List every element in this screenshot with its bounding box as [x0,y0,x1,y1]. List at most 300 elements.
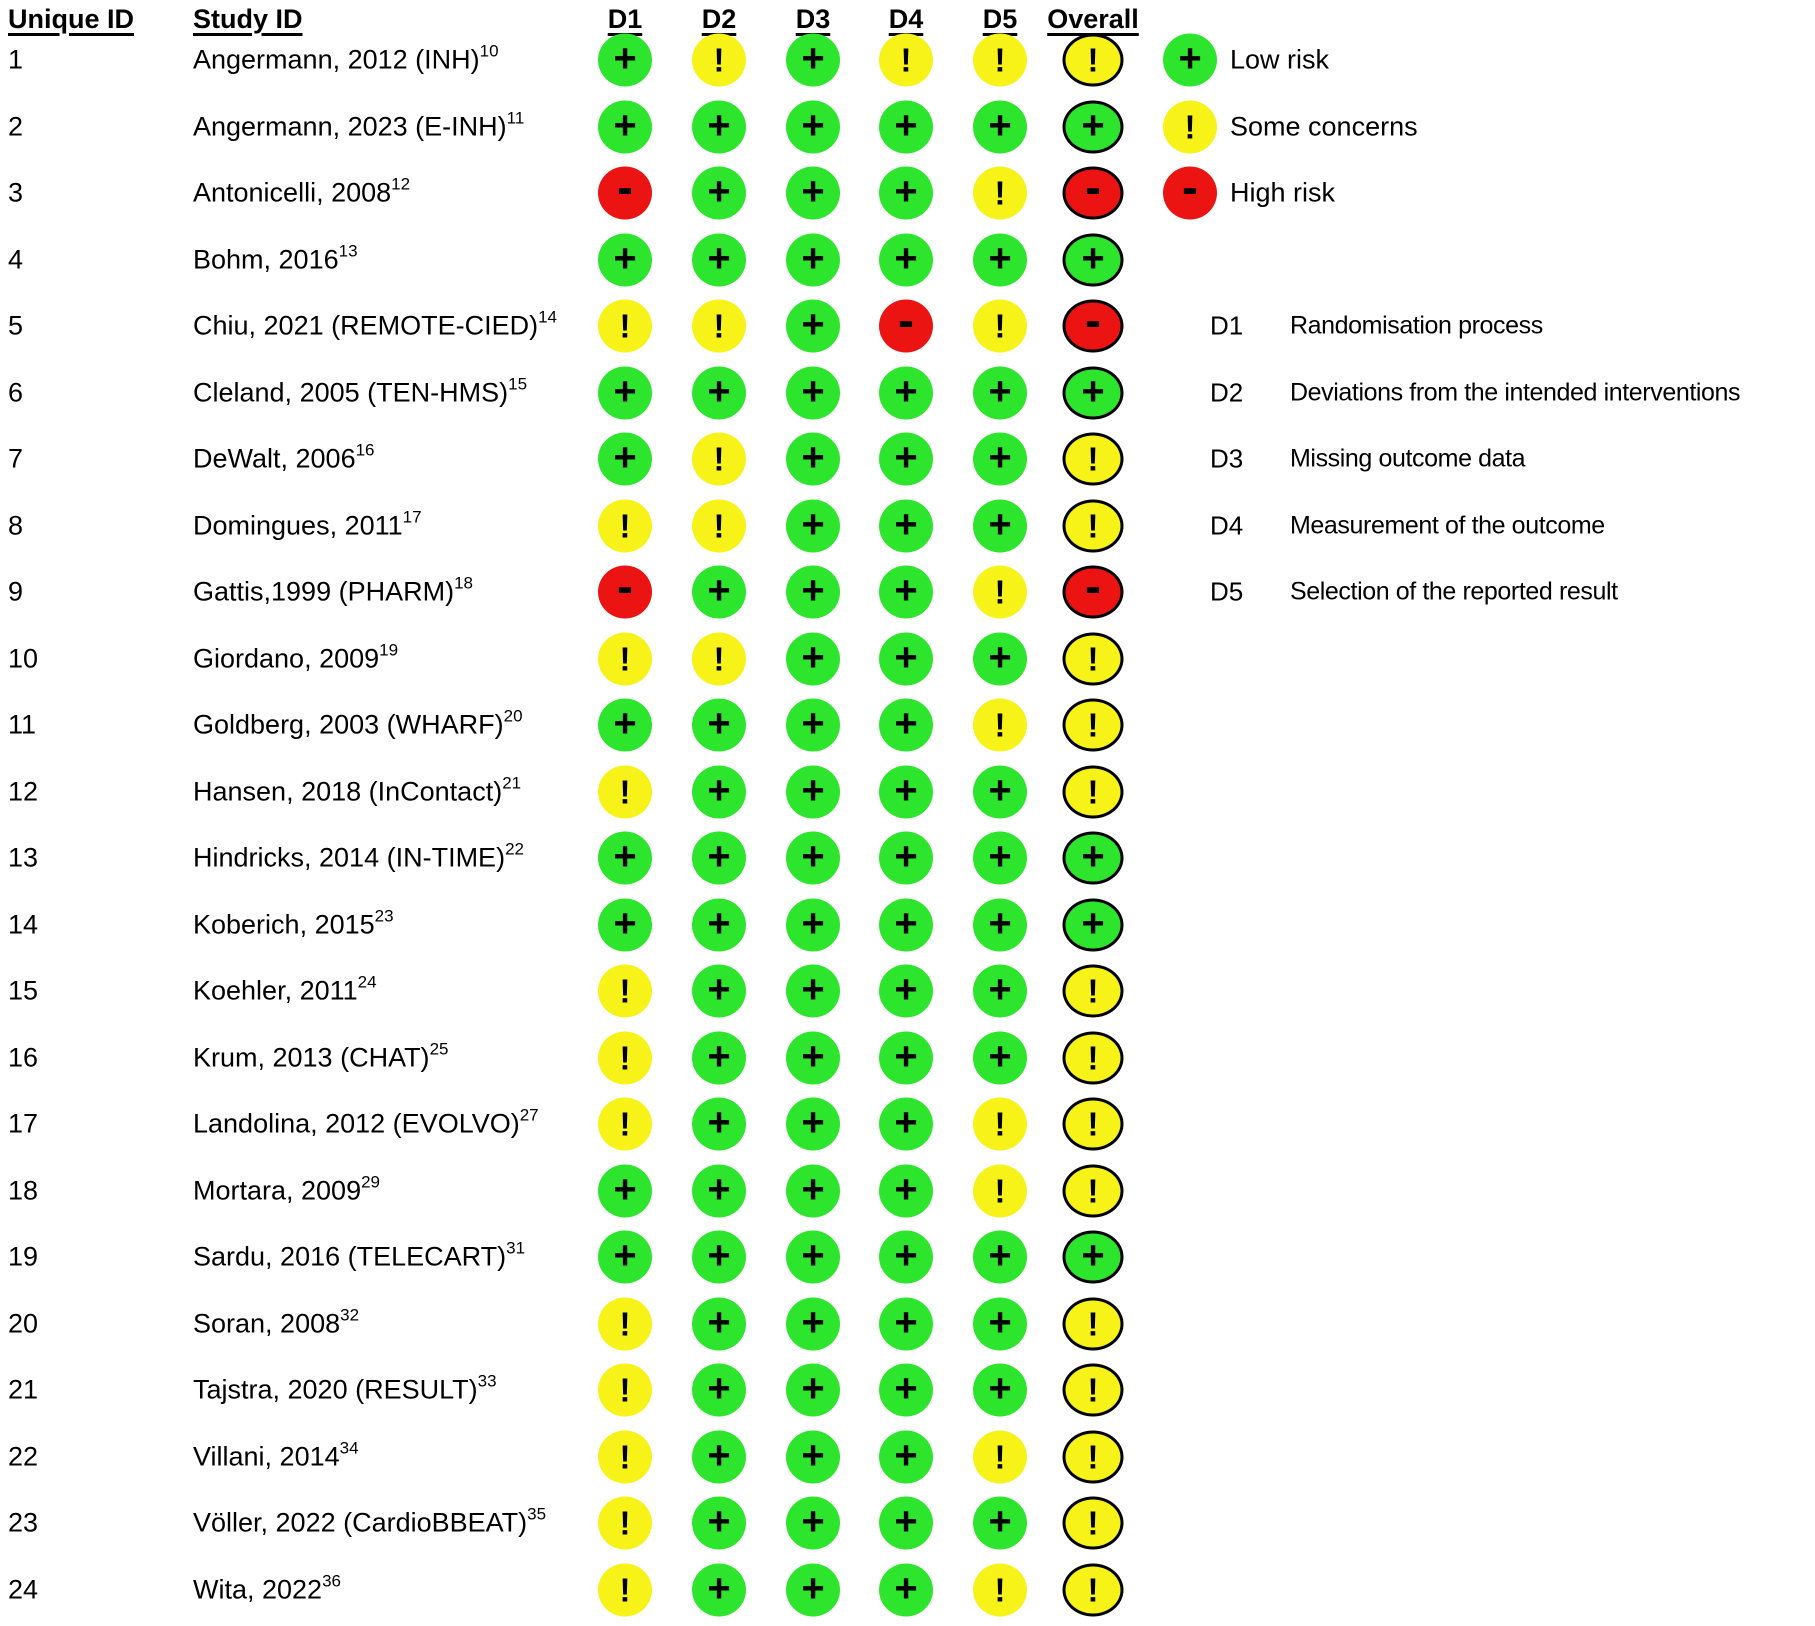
plus-icon: + [707,568,731,613]
study-id-cell: Wita, 2022$^{36}$ [193,1571,341,1604]
plus-icon: + [801,1566,825,1610]
judgement-overall-circle-some [1063,1364,1124,1417]
judgement-d1-circle-some [598,1098,652,1151]
minus-icon: - [1182,161,1198,214]
plus-icon: + [707,369,731,413]
reference-superscript: 27 [519,1105,539,1125]
plus-icon: + [988,1300,1012,1344]
study-id-cell: Krum, 2013 (CHAT)$^{25}$ [193,1039,449,1072]
legend-circle-high [1163,161,1217,220]
exclamation-icon: ! [1087,1305,1099,1342]
judgement-d4-circle-low [879,632,933,685]
judgement-d1-circle-some [598,965,652,1018]
study-id-cell: Hansen, 2018 (InContact)$^{21}$ [193,773,522,806]
domain-code: D4 [1210,510,1244,540]
judgement-d1-circle-low [598,699,652,752]
unique-id-cell: 8 [8,510,24,540]
plus-icon: + [894,1233,918,1278]
study-id-cell: Koehler, 2011$^{24}$ [193,972,377,1006]
exclamation-icon: ! [713,507,725,544]
exclamation-icon: ! [619,1438,631,1475]
exclamation-icon: ! [619,640,631,677]
exclamation-icon: ! [713,41,725,79]
judgement-d1-circle-some [598,1364,652,1417]
reference-superscript: 15 [508,374,528,393]
legend-circle-some [1163,100,1217,153]
legend-label: Some concerns [1230,111,1418,141]
judgement-d1-circle-some [598,1430,652,1483]
exclamation-icon: ! [619,773,631,810]
judgement-d5-circle-low [973,1364,1027,1417]
plus-icon: + [894,768,918,812]
judgement-d2-circle-low [692,1430,746,1483]
judgement-d4-circle-low [879,965,933,1018]
plus-icon: + [613,435,637,480]
table-row [0,1357,1815,1423]
judgement-d1-circle-low [598,832,652,885]
exclamation-icon: ! [619,1105,631,1143]
judgement-overall-circle-some [1063,1297,1124,1350]
judgement-d3-circle-low [786,632,840,685]
judgement-d1-circle-low [598,898,652,951]
plus-icon: + [988,236,1012,280]
unique-id-cell: 15 [8,975,39,1006]
reference-superscript: 36 [322,1571,341,1590]
domain-code: D1 [1210,310,1244,341]
judgement-d4-circle-low [879,1164,933,1217]
plus-icon: + [894,1300,918,1344]
study-id-cell: Bohm, 2016$^{13}$ [193,241,358,274]
judgement-d3-circle-low [786,1231,840,1284]
plus-icon: + [988,1233,1012,1278]
plus-icon: + [801,1499,825,1544]
judgement-d1-circle-low [598,1231,652,1284]
reference-superscript: 11 [506,108,525,127]
judgement-d4-circle-low [879,1430,933,1483]
reference-superscript: 13 [338,241,358,260]
judgement-d2-circle-low [692,1297,746,1350]
plus-icon: + [801,834,825,879]
plus-icon: + [801,169,825,214]
exclamation-icon: ! [713,640,725,677]
unique-id-cell: 17 [8,1108,39,1139]
exclamation-icon: ! [619,1371,631,1409]
judgement-d1-circle-some [598,1563,652,1616]
judgement-overall-circle-low [1063,832,1124,885]
judgement-d3-circle-low [786,1497,840,1550]
plus-icon: + [894,635,918,679]
judgement-d4-circle-low [879,233,933,286]
plus-icon: + [801,967,825,1012]
plus-icon: + [988,1499,1012,1544]
minus-icon: - [1085,560,1101,613]
domain-description: Measurement of the outcome [1290,511,1605,539]
plus-icon: + [613,1167,637,1211]
judgement-d5-circle-low [973,1297,1027,1350]
study-id-cell: Sardu, 2016 (TELECART)$^{31}$ [193,1238,526,1272]
plus-icon: + [988,369,1012,413]
plus-icon: + [801,1034,825,1078]
plus-icon: + [894,1366,918,1411]
judgement-d5-circle-some [973,699,1027,752]
unique-id-cell: 14 [8,909,39,939]
plus-icon: + [801,568,825,613]
judgement-d4-circle-low [879,699,933,752]
judgement-overall-circle-some [1063,1563,1124,1616]
judgement-d4-circle-low [879,1098,933,1151]
plus-icon: + [707,1433,731,1477]
judgement-d2-circle-some [692,632,746,685]
unique-id-cell: 10 [8,643,39,673]
plus-icon: + [894,1433,918,1477]
exclamation-icon: ! [1087,773,1099,810]
table-row [0,825,1815,891]
study-id-cell: Soran, 2008$^{32}$ [193,1305,360,1338]
plus-icon: + [613,103,637,147]
table-row [0,1025,1815,1091]
column-header-d3: D3 [795,4,831,34]
exclamation-icon: ! [619,507,631,544]
plus-icon: + [1081,103,1105,147]
plus-icon: + [801,302,825,347]
study-id-cell: Cleland, 2005 $(TEN-HMS)^{15}$ [193,374,528,407]
plus-icon: + [613,834,637,879]
judgement-d1-circle-some [598,1497,652,1550]
plus-icon: + [988,435,1012,480]
judgement-overall-circle-low [1063,1231,1124,1284]
judgement-d1-circle-some [598,1297,652,1350]
plus-icon: + [1081,369,1105,413]
exclamation-icon: ! [994,1172,1006,1209]
judgement-overall-circle-some [1063,1031,1124,1084]
judgement-d5-circle-some [973,1164,1027,1217]
plus-icon: + [613,36,637,81]
judgement-d5-circle-low [973,898,1027,951]
unique-id-cell: 18 [8,1175,39,1205]
reference-superscript: 18 [454,573,473,593]
table-row [0,1291,1815,1357]
exclamation-icon: ! [994,1438,1006,1475]
study-id-cell: Gattis,1999 (PHARM)$^{18}$ [193,573,473,607]
judgement-d1-circle-some [598,765,652,818]
plus-icon: + [988,834,1012,879]
judgement-d3-circle-low [786,1098,840,1151]
judgement-d4-circle-low [879,832,933,885]
judgement-d5-circle-low [973,1497,1027,1550]
judgement-d5-circle-some [973,1430,1027,1483]
exclamation-icon: ! [619,1305,631,1342]
table-row [0,1158,1815,1224]
plus-icon: + [707,169,731,214]
study-id-cell: Landolina, 2012 (EVOLVO)$^{27}$ [193,1105,539,1139]
unique-id-cell: 21 [8,1374,39,1405]
study-id-cell: Goldberg, 2003 (WHARF)$^{20}$ [193,706,523,740]
judgement-d3-circle-low [786,1031,840,1084]
plus-icon: + [801,369,825,413]
judgement-overall-circle-some [1063,632,1124,685]
reference-superscript: 29 [361,1172,381,1191]
reference-superscript: 19 [379,640,399,659]
column-header-d5: D5 [982,4,1018,34]
table-row [0,1224,1815,1290]
plus-icon: + [707,1566,731,1610]
domain-description: Selection of the reported result [1290,577,1618,606]
reference-superscript: 16 [355,440,375,460]
plus-icon: + [894,369,918,413]
exclamation-icon: ! [994,1571,1006,1608]
table-row [0,759,1815,825]
minus-icon: - [617,161,633,214]
judgement-d2-circle-low [692,233,746,286]
exclamation-icon: ! [1087,1105,1099,1143]
study-id-cell: Völler, 2022 (CardioBBEAT)$^{35}$ [193,1504,547,1538]
reference-superscript: 17 [402,507,422,526]
plus-icon: + [801,435,825,480]
judgement-d5-circle-some [973,1563,1027,1616]
judgement-d3-circle-low [786,832,840,885]
table-row [0,1424,1815,1490]
judgement-d1-circle-some [598,1031,652,1084]
judgement-d2-circle-low [692,699,746,752]
plus-icon: + [988,901,1012,945]
plus-icon: + [894,701,918,746]
plus-icon: + [801,502,825,546]
judgement-d4-circle-low [879,898,933,951]
judgement-d1-circle-low [598,1164,652,1217]
plus-icon: + [801,1433,825,1477]
plus-icon: + [801,768,825,812]
judgement-d4-circle-low [879,1364,933,1417]
exclamation-icon: ! [1087,1438,1099,1475]
reference-superscript: 21 [502,773,522,792]
domain-code: D2 [1210,377,1244,407]
judgement-d4-circle-low [879,1031,933,1084]
domain-description: Missing outcome data [1290,444,1526,473]
unique-id-cell: 2 [8,111,24,141]
unique-id-cell: 5 [8,310,24,341]
plus-icon: + [801,236,825,280]
judgement-d2-circle-low [692,1164,746,1217]
judgement-overall-circle-some [1063,1430,1124,1483]
exclamation-icon: ! [1087,507,1099,544]
table-row [0,227,1815,293]
plus-icon: + [801,1100,825,1145]
unique-id-cell: 6 [8,377,24,407]
judgement-overall-circle-low [1063,898,1124,951]
plus-icon: + [894,435,918,480]
exclamation-icon: ! [619,1571,631,1608]
exclamation-icon: ! [1087,1172,1099,1209]
study-id-cell: Mortara, 2009$^{29}$ [193,1172,381,1205]
plus-icon: + [801,701,825,746]
judgement-d4-circle-low [879,1297,933,1350]
plus-icon: + [988,502,1012,546]
exclamation-icon: ! [994,1105,1006,1143]
column-header-d4: D4 [888,4,924,34]
exclamation-icon: ! [1087,1371,1099,1409]
judgement-d2-circle-low [692,1364,746,1417]
judgement-d3-circle-low [786,1563,840,1616]
domain-key-item [0,493,1815,559]
study-id-cell: Hindricks, 2014 (IN-TIME)$^{22}$ [193,839,524,873]
plus-icon: + [894,1034,918,1078]
legend-item [0,160,1815,226]
plus-icon: + [894,967,918,1012]
table-row [0,1557,1815,1623]
plus-icon: + [1178,36,1202,81]
unique-id-cell: 3 [8,177,24,208]
plus-icon: + [894,103,918,147]
domain-key-item [0,293,1815,359]
exclamation-icon: ! [1087,1504,1099,1542]
judgement-d4-circle-low [879,1231,933,1284]
exclamation-icon: ! [994,573,1006,611]
plus-icon: + [1081,834,1105,879]
study-id-cell: Domingues, 2011$^{17}$ [193,507,422,540]
judgement-d2-circle-low [692,832,746,885]
exclamation-icon: ! [1087,1039,1099,1076]
judgement-d1-circle-low [598,233,652,286]
plus-icon: + [707,1233,731,1278]
exclamation-icon: ! [619,307,631,345]
judgement-d5-circle-low [973,965,1027,1018]
legend-item [0,27,1815,93]
plus-icon: + [894,502,918,546]
plus-icon: + [894,1499,918,1544]
study-id-cell: Chiu, 2021 (REMOTE-CIED)$^{14}$ [193,307,558,341]
unique-id-cell: 19 [8,1241,39,1272]
plus-icon: + [801,103,825,147]
minus-icon: - [1085,161,1101,214]
exclamation-icon: ! [994,174,1006,212]
judgement-d5-circle-low [973,632,1027,685]
plus-icon: + [707,1034,731,1078]
plus-icon: + [613,236,637,280]
plus-icon: + [801,635,825,679]
legend-item [0,94,1815,160]
plus-icon: + [801,901,825,945]
plus-icon: + [988,967,1012,1012]
judgement-d2-circle-low [692,1231,746,1284]
column-header-d2: D2 [701,4,737,34]
plus-icon: + [1081,1233,1105,1278]
unique-id-cell: 24 [8,1574,39,1604]
table-row [0,1490,1815,1556]
judgement-overall-circle-some [1063,1164,1124,1217]
reference-superscript: 32 [340,1305,360,1324]
unique-id-cell: 16 [8,1042,39,1072]
column-header-overall: Overall [1047,4,1139,34]
domain-key-item [0,360,1815,426]
plus-icon: + [801,1167,825,1211]
plus-icon: + [894,236,918,280]
legend-label: High risk [1230,177,1336,208]
judgement-overall-circle-low [1063,233,1124,286]
plus-icon: + [801,1366,825,1411]
judgement-d3-circle-low [786,765,840,818]
unique-id-cell: 7 [8,443,24,474]
judgement-d3-circle-low [786,699,840,752]
study-id-header: Study ID [193,4,303,34]
plus-icon: + [801,1300,825,1344]
judgement-d2-circle-low [692,1497,746,1550]
judgement-overall-circle-some [1063,1098,1124,1151]
domain-key-item [0,559,1815,625]
minus-icon: - [898,294,914,347]
exclamation-icon: ! [1087,640,1099,677]
study-id-cell: Angermann, 2023 $(E-INH)^{11}$ [193,108,525,141]
judgement-d5-circle-low [973,765,1027,818]
study-id-cell: Antonicelli, 2008$^{12}$ [193,174,411,208]
exclamation-icon: ! [713,307,725,345]
exclamation-icon: ! [1087,1571,1099,1608]
plus-icon: + [988,1366,1012,1411]
plus-icon: + [1081,901,1105,945]
plus-icon: + [707,901,731,945]
judgement-d1-circle-some [598,632,652,685]
reference-superscript: 31 [506,1238,526,1258]
plus-icon: + [894,1100,918,1145]
reference-superscript: 24 [357,972,377,992]
exclamation-icon: ! [994,307,1006,345]
table-row [0,958,1815,1024]
judgement-d4-circle-low [879,1563,933,1616]
reference-superscript: 10 [479,41,499,61]
plus-icon: + [707,1100,731,1145]
judgement-d3-circle-low [786,1364,840,1417]
judgement-overall-circle-some [1063,1497,1124,1550]
plus-icon: + [988,768,1012,812]
unique-id-cell: 20 [8,1308,39,1338]
minus-icon: - [617,560,633,613]
table-row [0,692,1815,758]
plus-icon: + [707,236,731,280]
judgement-d2-circle-low [692,765,746,818]
plus-icon: + [707,834,731,879]
plus-icon: + [894,1167,918,1211]
unique-id-cell: 12 [8,776,39,806]
exclamation-icon: ! [1087,706,1099,744]
reference-superscript: 33 [477,1371,497,1391]
judgement-d4-circle-low [879,765,933,818]
column-header-d1: D1 [607,4,643,34]
unique-id-cell: 11 [8,709,37,740]
unique-id-cell: 22 [8,1441,39,1471]
table-row [0,1091,1815,1157]
judgement-d2-circle-low [692,1098,746,1151]
unique-id-cell: 9 [8,576,24,607]
plus-icon: + [894,568,918,613]
exclamation-icon: ! [1087,972,1099,1010]
judgement-d3-circle-low [786,965,840,1018]
unique-id-cell: 1 [8,44,24,75]
judgement-overall-circle-some [1063,965,1124,1018]
plus-icon: + [894,1566,918,1610]
judgement-overall-circle-some [1063,699,1124,752]
judgement-d5-circle-low [973,233,1027,286]
judgement-d3-circle-low [786,1297,840,1350]
reference-superscript: 20 [503,706,523,726]
legend-label: Low risk [1230,44,1330,75]
study-id-cell: DeWalt, 2006$^{16}$ [193,440,375,474]
domain-description: Deviations from the intended interventions [1290,378,1741,406]
table-row [0,626,1815,692]
judgement-d5-circle-low [973,832,1027,885]
study-id-cell: Villani, 2014$^{34}$ [193,1438,359,1471]
table-row [0,892,1815,958]
exclamation-icon: ! [619,1504,631,1542]
plus-icon: + [801,1233,825,1278]
